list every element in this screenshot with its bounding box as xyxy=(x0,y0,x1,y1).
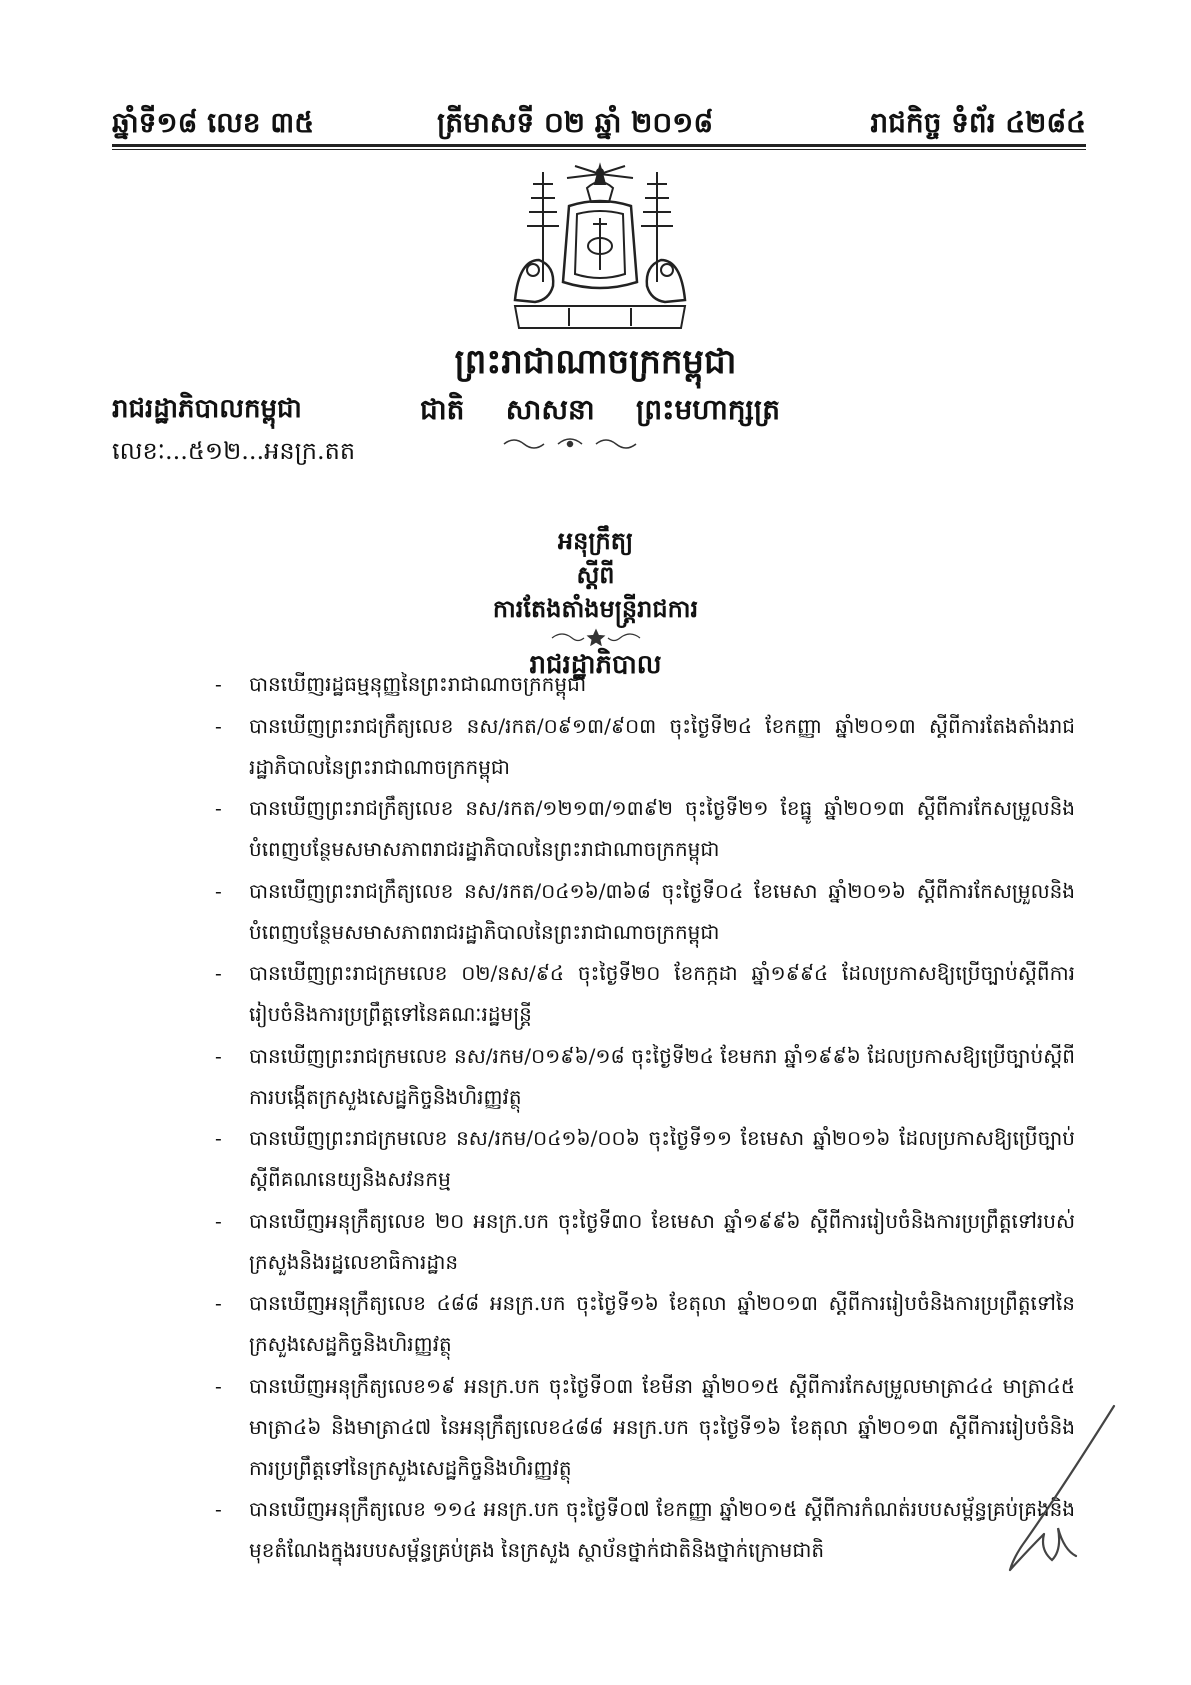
considerations-list xyxy=(215,664,1075,1572)
motto-religion: សាសនា xyxy=(505,393,595,426)
royal-coat-of-arms-icon xyxy=(505,162,695,334)
consideration-item: - បានឃើញរដ្ឋធម្មនុញ្ញនៃព្រះរាជាណាចក្រកម្ពុជា xyxy=(215,664,1075,705)
document-type: អនុក្រឹត្យ xyxy=(557,526,634,555)
gazette-quarter: ត្រីមាសទី ០២ ឆ្នាំ ២០១៨ xyxy=(437,106,714,139)
consideration-item: - បានឃើញព្រះរាជក្រឹត្យលេខ នស/រកត/០៤១៦/៣៦៨ ចុះថ្ងៃទី០៤ ខែមេសា ឆ្នាំ២០១៦ ស្តីពីការកែសម្រួលនិងបំពេញបន្ថែមសមាសភាពរាជរដ្ឋាភិបាលនៃព្រះរាជាណាចក្រកម្ពុជា xyxy=(215,871,1075,953)
consideration-item: - បានឃើញអនុក្រឹត្យលេខ ២០ អនក្រ.បក ចុះថ្ងៃទី៣០ ខែមេសា ឆ្នាំ១៩៩៦ ស្តីពីការរៀបចំនិងការប្រព្រឹត្តទៅរបស់ក្រសួងនិងរដ្ឋលេខាធិការដ្ឋាន xyxy=(215,1201,1075,1283)
gazette-page-number: រាជកិច្ច ទំព័រ ៤២៨៤ xyxy=(870,106,1086,139)
header-rule xyxy=(112,144,1086,150)
issuer: រាជរដ្ឋាភិបាល xyxy=(529,650,662,680)
consideration-item: - បានឃើញអនុក្រឹត្យលេខ១៩ អនក្រ.បក ចុះថ្ងៃទី០៣ ខែមីនា ឆ្នាំ២០១៥ ស្តីពីការកែសម្រួលមាត្រា៤៤ មាត្រា៤៥ មាត្រា៤៦ និងមាត្រា៤៧ នៃអនុក្រឹត្យលេខ៤៨៨ អនក្រ.បក ចុះថ្ងៃទី១៦ ខែតុលា ឆ្នាំ២០១៣ ស្តីពីការរៀបចំនិងការប្រព្រឹត្តទៅនៃក្រសួងសេដ្ឋកិច្ចនិងហិរញ្ញវត្ថុ xyxy=(215,1366,1075,1489)
reference-number: លេខៈ...៥១២...អនក្រ.តត xyxy=(112,437,356,465)
motto-king: ព្រះមហាក្សត្រ xyxy=(636,393,780,426)
motto-nation: ជាតិ xyxy=(420,393,465,426)
government-name: រាជរដ្ឋាភិបាលកម្ពុជា xyxy=(112,394,302,424)
motto-ornament-icon xyxy=(500,432,640,454)
star-ornament-icon xyxy=(548,628,644,646)
consideration-item: - បានឃើញព្រះរាជក្រមលេខ នស/រកម/០៤១៦/០០៦ ចុះថ្ងៃទី១១ ខែមេសា ឆ្នាំ២០១៦ ដែលប្រកាសឱ្យប្រើច្បាប់ស្តីពីគណនេយ្យនិងសវនកម្ម xyxy=(215,1118,1075,1200)
consideration-item: - បានឃើញអនុក្រឹត្យលេខ ១១៤ អនក្រ.បក ចុះថ្ងៃទី០៧ ខែកញ្ញា ឆ្នាំ២០១៥ ស្តីពីការកំណត់របបសម្ព័ន្ធគ្រប់គ្រងនិងមុខតំណែងក្នុងរបបសម្ព័ន្ធគ្រប់គ្រង នៃក្រសួង ស្ថាប័នថ្នាក់ជាតិនិងថ្នាក់ក្រោមជាតិ xyxy=(215,1489,1075,1571)
consideration-item: - បានឃើញព្រះរាជក្រមលេខ ០២/នស/៩៤ ចុះថ្ងៃទី២០ ខែកក្កដា ឆ្នាំ១៩៩៤ ដែលប្រកាសឱ្យប្រើច្បាប់ស្តីពីការរៀបចំនិងការប្រព្រឹត្តទៅនៃគណៈរដ្ឋមន្ត្រី xyxy=(215,953,1075,1035)
document-concerning: ស្តីពី xyxy=(576,560,615,589)
consideration-item: - បានឃើញព្រះរាជក្រមលេខ នស/រកម/០១៩៦/១៨ ចុះថ្ងៃទី២៤ ខែមករា ឆ្នាំ១៩៩៦ ដែលប្រកាសឱ្យប្រើច្បាប់ស្តីពីការបង្កើតក្រសួងសេដ្ឋកិច្ចនិងហិរញ្ញវត្ថុ xyxy=(215,1036,1075,1118)
signature-icon xyxy=(1000,1400,1120,1580)
document-subject: ការតែងតាំងមន្ត្រីរាជការ xyxy=(492,594,699,623)
consideration-item: - បានឃើញព្រះរាជក្រឹត្យលេខ នស/រកត/០៩១៣/៩០៣ ចុះថ្ងៃទី២៤ ខែកញ្ញា ឆ្នាំ២០១៣ ស្តីពីការតែងតាំងរាជរដ្ឋាភិបាលនៃព្រះរាជាណាចក្រកម្ពុជា xyxy=(215,706,1075,788)
gazette-header xyxy=(112,92,1086,146)
consideration-item: - បានឃើញព្រះរាជក្រឹត្យលេខ នស/រកត/១២១៣/១៣៩២ ចុះថ្ងៃទី២១ ខែធ្នូ ឆ្នាំ២០១៣ ស្តីពីការកែសម្រួលនិងបំពេញបន្ថែមសមាសភាពរាជរដ្ឋាភិបាលនៃព្រះរាជាណាចក្រកម្ពុជា xyxy=(215,788,1075,870)
gazette-year-issue: ឆ្នាំទី១៨ លេខ ៣៥ xyxy=(112,106,315,139)
kingdom-title: ព្រះរាជាណាចក្រកម្ពុជា xyxy=(454,342,737,382)
consideration-item: - បានឃើញអនុក្រឹត្យលេខ ៤៨៨ អនក្រ.បក ចុះថ្ងៃទី១៦ ខែតុលា ឆ្នាំ២០១៣ ស្តីពីការរៀបចំនិងការប្រព្រឹត្តទៅនៃក្រសួងសេដ្ឋកិច្ចនិងហិរញ្ញវត្ថុ xyxy=(215,1283,1075,1365)
national-motto xyxy=(420,392,780,433)
